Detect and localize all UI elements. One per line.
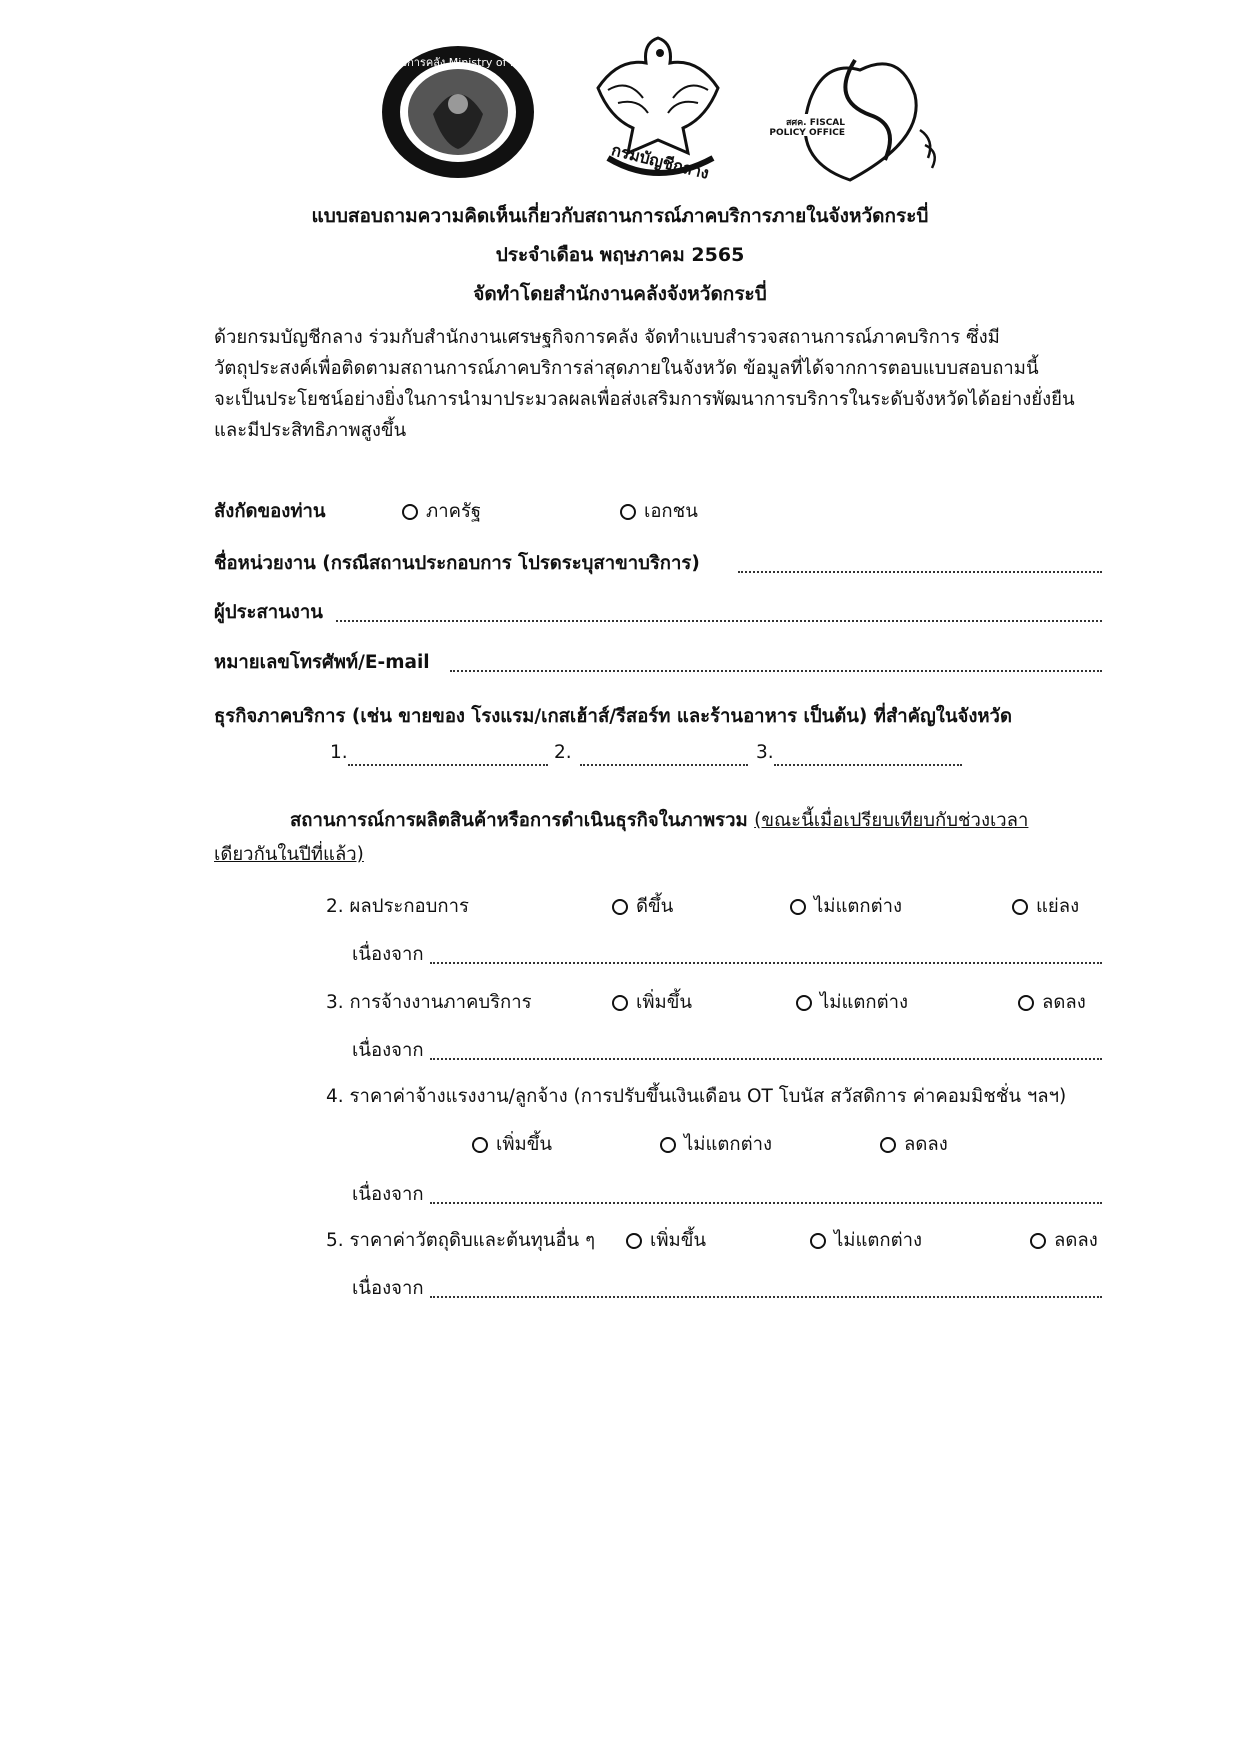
q3-option-same-label: ไม่แตกต่าง [820,992,909,1013]
q2-option-better[interactable] [612,892,673,921]
section-heading-comparison: (ขณะนี้เมื่อเปรียบเทียบกับช่วงเวลา [754,810,1029,831]
ministry-of-finance-seal [363,44,553,180]
intro-paragraph [214,322,1114,446]
q3-option-decrease-label: ลดลง [1042,992,1086,1013]
unit-name-field[interactable] [738,571,1102,573]
q3-option-same[interactable] [796,988,908,1017]
form-period: ประจำเดือน พฤษภาคม 2565 [495,244,745,266]
fiscal-policy-office-logo [750,40,950,190]
q2-option-same-label: ไม่แตกต่าง [814,896,903,917]
affiliation-private-label: เอกชน [644,501,698,522]
business-number-1: 1. [330,742,348,763]
unit-name-label: ชื่อหน่วยงาน (กรณีสถานประกอบการ โปรดระบุสาขาบริการ) [214,553,700,574]
q4-option-increase[interactable] [472,1130,552,1159]
q2-option-better-label: ดีขึ้น [636,896,674,917]
contact-label: หมายเลขโทรศัพท์/E-mail [214,652,430,673]
q5-option-increase[interactable] [626,1226,706,1255]
affiliation-label: สังกัดของท่าน [214,501,326,522]
radio-circle-icon [1012,899,1028,915]
radio-circle-icon [1018,995,1034,1011]
q5-option-increase-label: เพิ่มขึ้น [650,1230,707,1251]
q4-option-same-label: ไม่แตกต่าง [684,1134,773,1155]
business-label: ธุรกิจภาคบริการ (เช่น ขายของ โรงแรม/เกสเฮ้าส์/รีสอร์ท และร้านอาหาร เป็นต้น) ที่สำคัญในจังหวัด [214,706,1012,727]
q5-option-same-label: ไม่แตกต่าง [834,1230,923,1251]
section-heading-comparison-cont: เดียวกันในปีที่แล้ว) [214,844,364,865]
business-field-2[interactable] [580,764,748,766]
intro-line: วัตถุประสงค์เพื่อติดตามสถานการณ์ภาคบริการล่าสุดภายในจังหวัด ข้อมูลที่ได้จากการตอบแบบสอบถามนี้ [214,358,1039,379]
coordinator-field[interactable] [336,620,1102,622]
business-number-3: 3. [756,742,774,763]
business-field-1[interactable] [348,764,548,766]
intro-line: จะเป็นประโยชน์อย่างยิ่งในการนำมาประมวลผลเพื่อส่งเสริมการพัฒนาการบริการในระดับจังหวัดได้อย่างยั่งยืน [214,389,1075,410]
q5-reason-field[interactable] [430,1296,1102,1298]
question-2-label: 2. ผลประกอบการ [326,896,469,917]
affiliation-private-radio[interactable] [620,497,698,526]
form-title: แบบสอบถามความคิดเห็นเกี่ยวกับสถานการณ์ภาคบริการภายในจังหวัดกระบี่ [311,205,929,227]
intro-line: ด้วยกรมบัญชีกลาง ร่วมกับสำนักงานเศรษฐกิจการคลัง จัดทำแบบสำรวจสถานการณ์ภาคบริการ ซึ่งมี [214,327,1000,348]
q4-reason-label: เนื่องจาก [352,1184,424,1205]
radio-circle-icon [660,1137,676,1153]
q2-reason-label: เนื่องจาก [352,944,424,965]
section-heading [290,806,1028,835]
q4-option-decrease[interactable] [880,1130,948,1159]
business-number-2: 2. [554,742,572,763]
q5-option-decrease-label: ลดลง [1054,1230,1098,1251]
section-heading-main: สถานการณ์การผลิตสินค้าหรือการดำเนินธุรกิจในภาพรวม [290,810,748,831]
q3-option-increase[interactable] [612,988,692,1017]
fiscal-policy-office-text: สศค. FISCAL POLICY OFFICE [769,118,845,138]
affiliation-public-radio[interactable] [402,497,481,526]
q3-reason-label: เนื่องจาก [352,1040,424,1061]
radio-circle-icon [796,995,812,1011]
radio-circle-icon [810,1233,826,1249]
coordinator-label: ผู้ประสานงาน [214,602,323,623]
q3-option-decrease[interactable] [1018,988,1086,1017]
contact-field[interactable] [450,670,1102,672]
question-4-label: 4. ราคาค่าจ้างแรงงาน/ลูกจ้าง (การปรับขึ้นเงินเดือน OT โบนัส สวัสดิการ ค่าคอมมิชชั่น ฯลฯ) [326,1086,1067,1107]
q3-option-increase-label: เพิ่มขึ้น [636,992,693,1013]
q2-option-worse[interactable] [1012,892,1079,921]
comptroller-department-logo-text: กรมบัญชีกลาง [609,140,711,183]
radio-circle-icon [626,1233,642,1249]
radio-circle-icon [612,899,628,915]
q5-option-same[interactable] [810,1226,922,1255]
intro-line: และมีประสิทธิภาพสูงขึ้น [214,420,407,441]
q5-reason-label: เนื่องจาก [352,1278,424,1299]
radio-circle-icon [1030,1233,1046,1249]
seal-thai-text: กระทรวงการคลัง Ministry of Finance [363,56,553,69]
business-field-3[interactable] [774,764,962,766]
q4-option-decrease-label: ลดลง [904,1134,948,1155]
radio-circle-icon [612,995,628,1011]
radio-circle-icon [402,504,418,520]
radio-circle-icon [620,504,636,520]
question-5-label: 5. ราคาค่าวัตถุดิบและต้นทุนอื่น ๆ [326,1230,596,1251]
radio-circle-icon [880,1137,896,1153]
q4-option-increase-label: เพิ่มขึ้น [496,1134,553,1155]
q4-reason-field[interactable] [430,1202,1102,1204]
form-issuer: จัดทำโดยสำนักงานคลังจังหวัดกระบี่ [473,283,767,305]
q2-option-worse-label: แย่ลง [1036,896,1080,917]
q2-option-same[interactable] [790,892,902,921]
radio-circle-icon [472,1137,488,1153]
q3-reason-field[interactable] [430,1058,1102,1060]
q2-reason-field[interactable] [430,962,1102,964]
affiliation-public-label: ภาครัฐ [426,501,482,522]
question-3-label: 3. การจ้างงานภาคบริการ [326,992,532,1013]
q4-option-same[interactable] [660,1130,772,1159]
radio-circle-icon [790,899,806,915]
q5-option-decrease[interactable] [1030,1226,1098,1255]
